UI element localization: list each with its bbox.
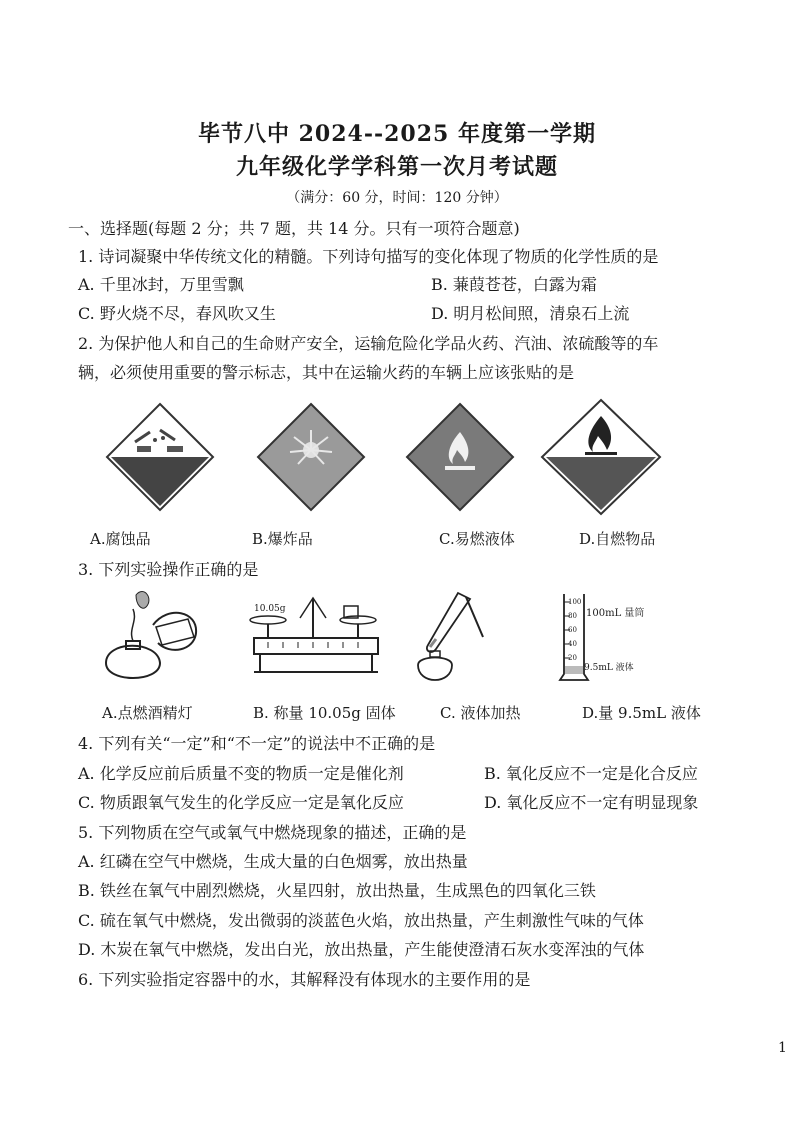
q4-option-c: C. 物质跟氧气发生的化学反应一定是氧化反应 [78, 793, 404, 812]
exam-title-line2: 九年级化学学科第一次月考试题 [235, 154, 558, 180]
section-heading: 一、选择题(每题 2 分；共 7 题，共 14 分。只有一项符合题意) [68, 219, 520, 238]
q3-option-d: D.量 9.5mL 液体 [582, 704, 701, 722]
q5-option-b: B. 铁丝在氧气中剧烈燃烧，火星四射，放出热量，生成黑色的四氧化三铁 [78, 881, 596, 900]
cyl-tick-60: 60 [568, 626, 577, 634]
balance-label: 10.05g [254, 604, 286, 614]
explosive-sign-icon [256, 402, 366, 512]
cyl-tick-20: 20 [568, 654, 577, 662]
q1-option-c: C. 野火烧不尽，春风吹又生 [78, 304, 276, 323]
q4-option-a: A. 化学反应前后质量不变的物质一定是催化剂 [78, 764, 404, 783]
q4-option-b: B. 氧化反应不一定是化合反应 [484, 764, 698, 783]
flammable-liquid-sign-icon [405, 402, 515, 512]
q5-option-d: D. 木炭在氧气中燃烧，发出白光，放出热量，产生能使澄清石灰水变浑浊的气体 [78, 940, 645, 959]
q2-option-a: A.腐蚀品 [90, 530, 151, 548]
page-number: 1 [778, 1040, 787, 1056]
cyl-tick-100: 100 [568, 598, 582, 606]
cylinder-bottom-label: 9.5mL 液体 [584, 663, 634, 673]
q2-option-d: D.自燃物品 [579, 530, 656, 548]
q1-option-d: D. 明月松间照，清泉石上流 [431, 304, 630, 323]
cyl-tick-80: 80 [568, 612, 577, 620]
exam-meta: （满分：60 分，时间：120 分钟） [286, 190, 508, 206]
q1-option-a: A. 千里冰封，万里雪飘 [78, 275, 244, 294]
q5-option-c: C. 硫在氧气中燃烧，发出微弱的淡蓝色火焰，放出热量，产生刺激性气味的气体 [78, 911, 644, 930]
corrosive-sign-icon [105, 402, 215, 512]
q2-stem-line1: 2. 为保护他人和自己的生命财产安全，运输危险化学品火药、汽油、浓硫酸等的车 [78, 334, 659, 353]
spontaneous-combustion-sign-icon [540, 398, 662, 516]
q2-option-c: C.易燃液体 [439, 530, 515, 548]
q5-stem: 5. 下列物质在空气或氧气中燃烧现象的描述，正确的是 [78, 823, 467, 842]
q3-stem: 3. 下列实验操作正确的是 [78, 560, 259, 579]
q5-option-a: A. 红磷在空气中燃烧，生成大量的白色烟雾，放出热量 [78, 852, 468, 871]
q2-option-b: B.爆炸品 [252, 530, 313, 548]
q1-stem: 1. 诗词凝聚中华传统文化的精髓。下列诗句描写的变化体现了物质的化学性质的是 [78, 247, 659, 266]
q4-stem: 4. 下列有关“一定”和“不一定”的说法中不正确的是 [78, 734, 436, 753]
q3-option-a: A.点燃酒精灯 [102, 704, 193, 722]
alcohol-lamp-icon [98, 585, 208, 690]
q3-option-c: C. 液体加热 [440, 704, 521, 722]
exam-title-line1: 毕节八中 2024--2025 年度第一学期 [197, 121, 597, 147]
test-tube-heating-icon [408, 585, 488, 690]
q1-option-b: B. 蒹葭苍苍，白露为霜 [431, 275, 597, 294]
q6-stem: 6. 下列实验指定容器中的水，其解释没有体现水的主要作用的是 [78, 970, 531, 989]
q2-stem-line2: 辆，必须使用重要的警示标志，其中在运输火药的车辆上应该张贴的是 [78, 363, 575, 382]
cyl-tick-40: 40 [568, 640, 577, 648]
cylinder-top-label: 100mL 量筒 [586, 608, 645, 619]
q3-option-b: B. 称量 10.05g 固体 [253, 704, 396, 722]
q4-option-d: D. 氧化反应不一定有明显现象 [484, 793, 699, 812]
